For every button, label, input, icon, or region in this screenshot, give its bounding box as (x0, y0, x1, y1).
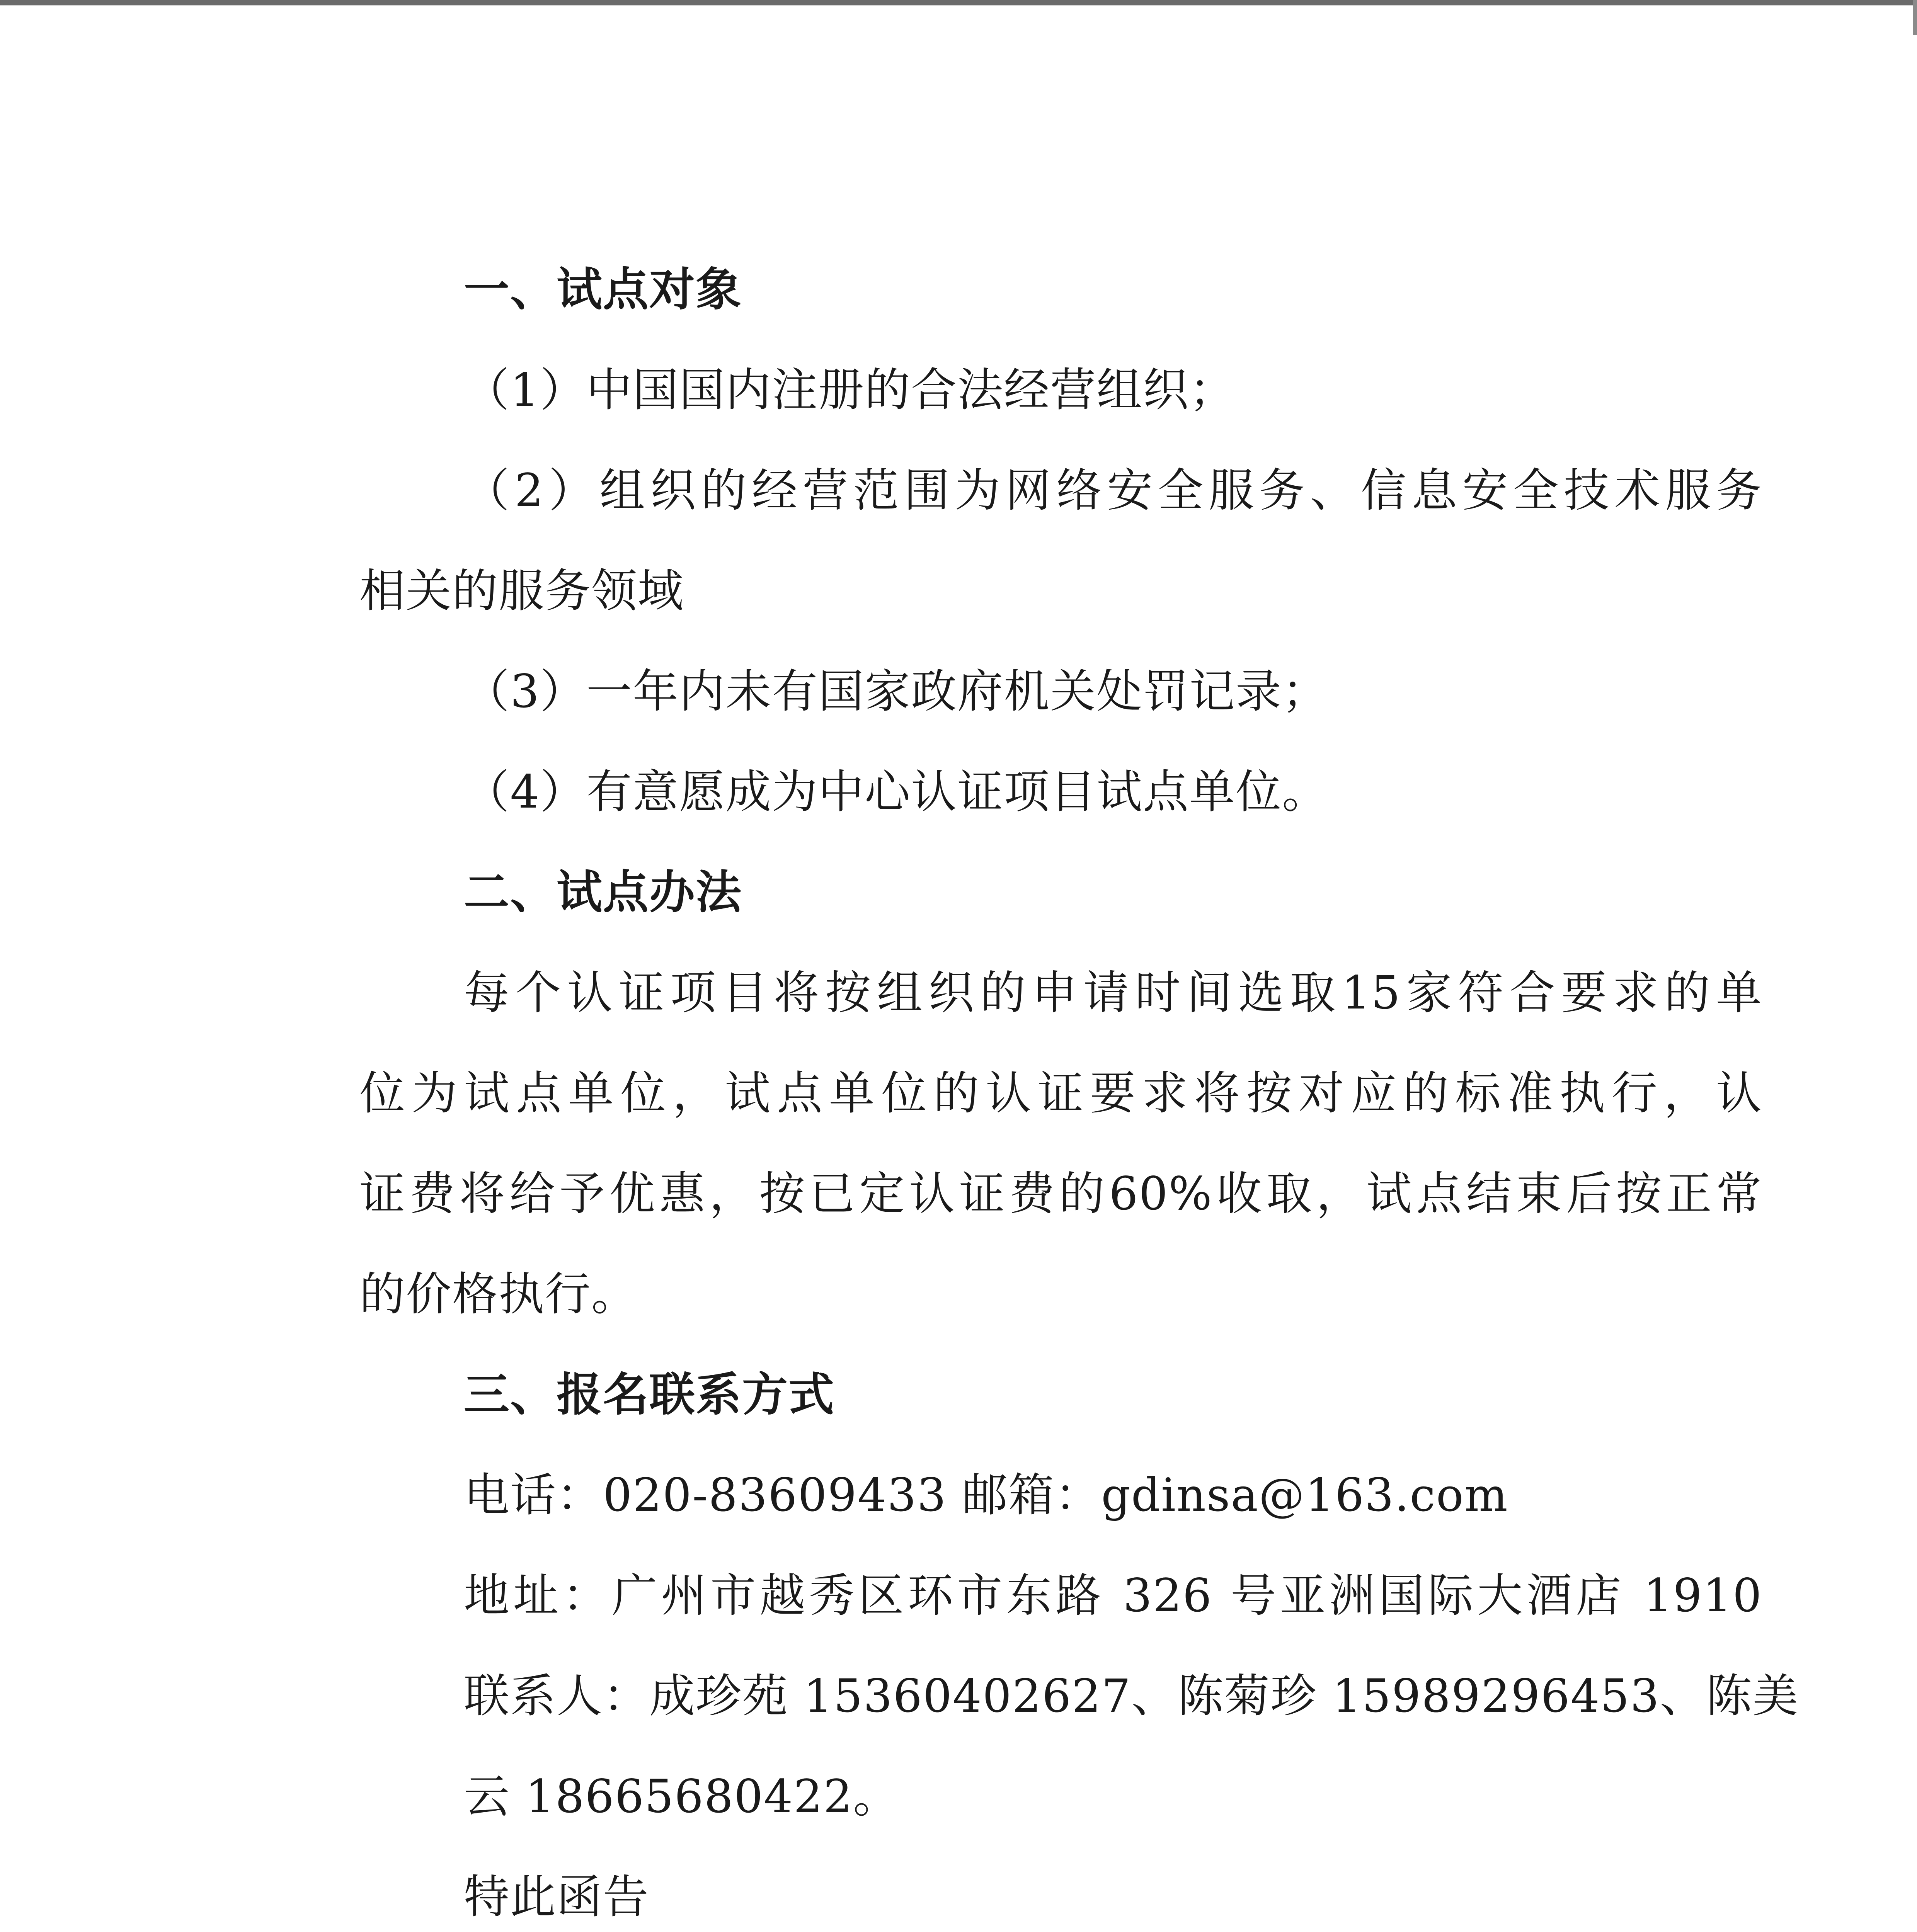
section-1-item-1: （1）中国国内注册的合法经营组织； (464, 363, 1236, 417)
section-1-item-2-line-1: （2）组织的经营范围为网络安全服务、信息安全技术服务 (464, 464, 1762, 517)
contact-address: 地址：广州市越秀区环市东路 326 号亚洲国际大酒店 1910 (464, 1569, 1762, 1622)
section-3-heading: 三、报名联系方式 (464, 1367, 835, 1421)
section-1-item-4: （4）有意愿成为中心认证项目试点单位。 (464, 765, 1329, 818)
scan-edge-right (1913, 0, 1917, 35)
section-2-para-line-1: 每个认证项目将按组织的申请时间选取15家符合要求的单 (464, 966, 1762, 1019)
section-2-para-line-4: 的价格执行。 (359, 1267, 638, 1321)
section-1-heading: 一、试点对象 (464, 262, 742, 316)
contact-persons-line-1: 联系人：成珍苑 15360402627、陈菊珍 15989296453、陈美 (464, 1669, 1799, 1723)
section-2-heading: 二、试点办法 (464, 865, 742, 919)
contact-persons-line-2: 云 18665680422。 (464, 1770, 900, 1823)
closing-text: 特此函告 (464, 1870, 650, 1923)
section-1-item-2-line-2: 相关的服务领域 (359, 564, 684, 617)
section-2-para-line-3: 证费将给予优惠，按已定认证费的60%收取，试点结束后按正常 (359, 1167, 1762, 1220)
scan-edge-top (0, 0, 1917, 5)
contact-phone-email: 电话：020-83609433 邮箱：gdinsa@163.com (464, 1468, 1508, 1522)
section-1-item-3: （3）一年内未有国家政府机关处罚记录； (464, 665, 1329, 718)
section-2-para-line-2: 位为试点单位，试点单位的认证要求将按对应的标准执行，认 (359, 1066, 1762, 1120)
